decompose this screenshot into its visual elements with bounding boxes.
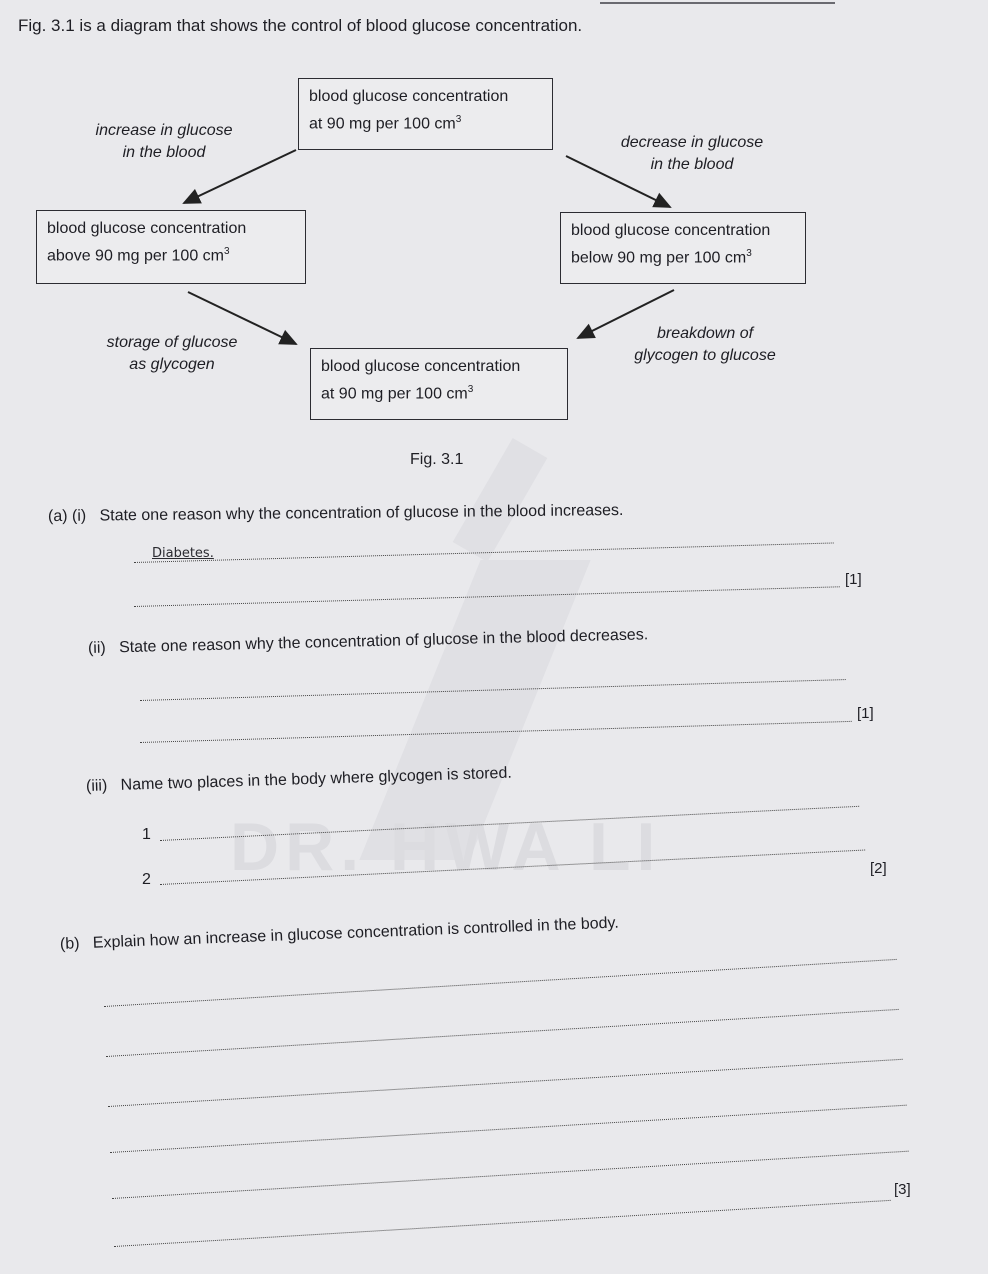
question-label: (ii) xyxy=(87,639,106,657)
box-normal-bottom xyxy=(310,348,568,420)
box-line-2: at 90 mg per 100 $cm^3$ xyxy=(309,114,462,133)
question-label: (a) (i) xyxy=(47,507,87,525)
item-number-1: 1 xyxy=(142,826,151,843)
box-normal-top xyxy=(298,78,553,150)
box-line-1: blood glucose concentration xyxy=(321,358,521,375)
box-line-1: blood glucose concentration xyxy=(571,222,771,239)
marks-a-i: [1] xyxy=(845,571,862,588)
marks-a-ii: [1] xyxy=(857,705,874,722)
label-storage-glycogen: storage of glucose as glycogen xyxy=(106,334,238,373)
box-line-2: below 90 mg per 100 $cm^3$ xyxy=(571,248,752,267)
question-a-ii xyxy=(88,626,649,658)
answer-line[interactable] xyxy=(104,959,897,1007)
label-breakdown-glycogen: breakdown of glycogen to glucose xyxy=(634,325,776,364)
answer-line[interactable] xyxy=(108,1059,903,1107)
question-label: (iii) xyxy=(85,777,108,795)
label-increase-glucose: increase in glucose in the blood xyxy=(95,122,233,161)
question-text: State one reason why the concentration of glucose in the blood decreases. xyxy=(118,626,649,657)
box-line-1: blood glucose concentration xyxy=(47,220,247,237)
item-number-2: 2 xyxy=(142,871,151,888)
answer-line[interactable] xyxy=(114,1200,891,1247)
box-below-normal xyxy=(560,212,806,284)
answer-line[interactable] xyxy=(110,1105,907,1153)
question-text: Name two places in the body where glycogen is stored. xyxy=(120,764,513,794)
watermark-text: DR. HWA LI xyxy=(230,809,662,885)
question-label: (b) xyxy=(59,935,80,953)
box-line-2: at 90 mg per 100 $cm^3$ xyxy=(321,384,474,403)
answer-line[interactable] xyxy=(112,1151,909,1199)
question-b xyxy=(60,915,619,954)
intro-text: Fig. 3.1 is a diagram that shows the control of blood glucose concentration. xyxy=(18,16,583,35)
question-text: State one reason why the concentration of glucose in the blood increases. xyxy=(99,501,624,525)
box-line-1: blood glucose concentration xyxy=(309,88,509,105)
marks-b: [3] xyxy=(894,1181,911,1198)
figure-caption: Fig. 3.1 xyxy=(410,451,464,468)
box-line-2: above 90 mg per 100 $cm^3$ xyxy=(47,246,230,265)
question-text: Explain how an increase in glucose concentration is controlled in the body. xyxy=(92,914,620,952)
label-decrease-glucose: decrease in glucose in the blood xyxy=(620,134,764,173)
answer-line[interactable] xyxy=(106,1009,899,1057)
box-above-normal xyxy=(36,210,306,284)
question-a-i xyxy=(48,502,624,526)
marks-a-iii: [2] xyxy=(870,860,887,877)
handwritten-answer: Diabetes. xyxy=(152,546,214,561)
